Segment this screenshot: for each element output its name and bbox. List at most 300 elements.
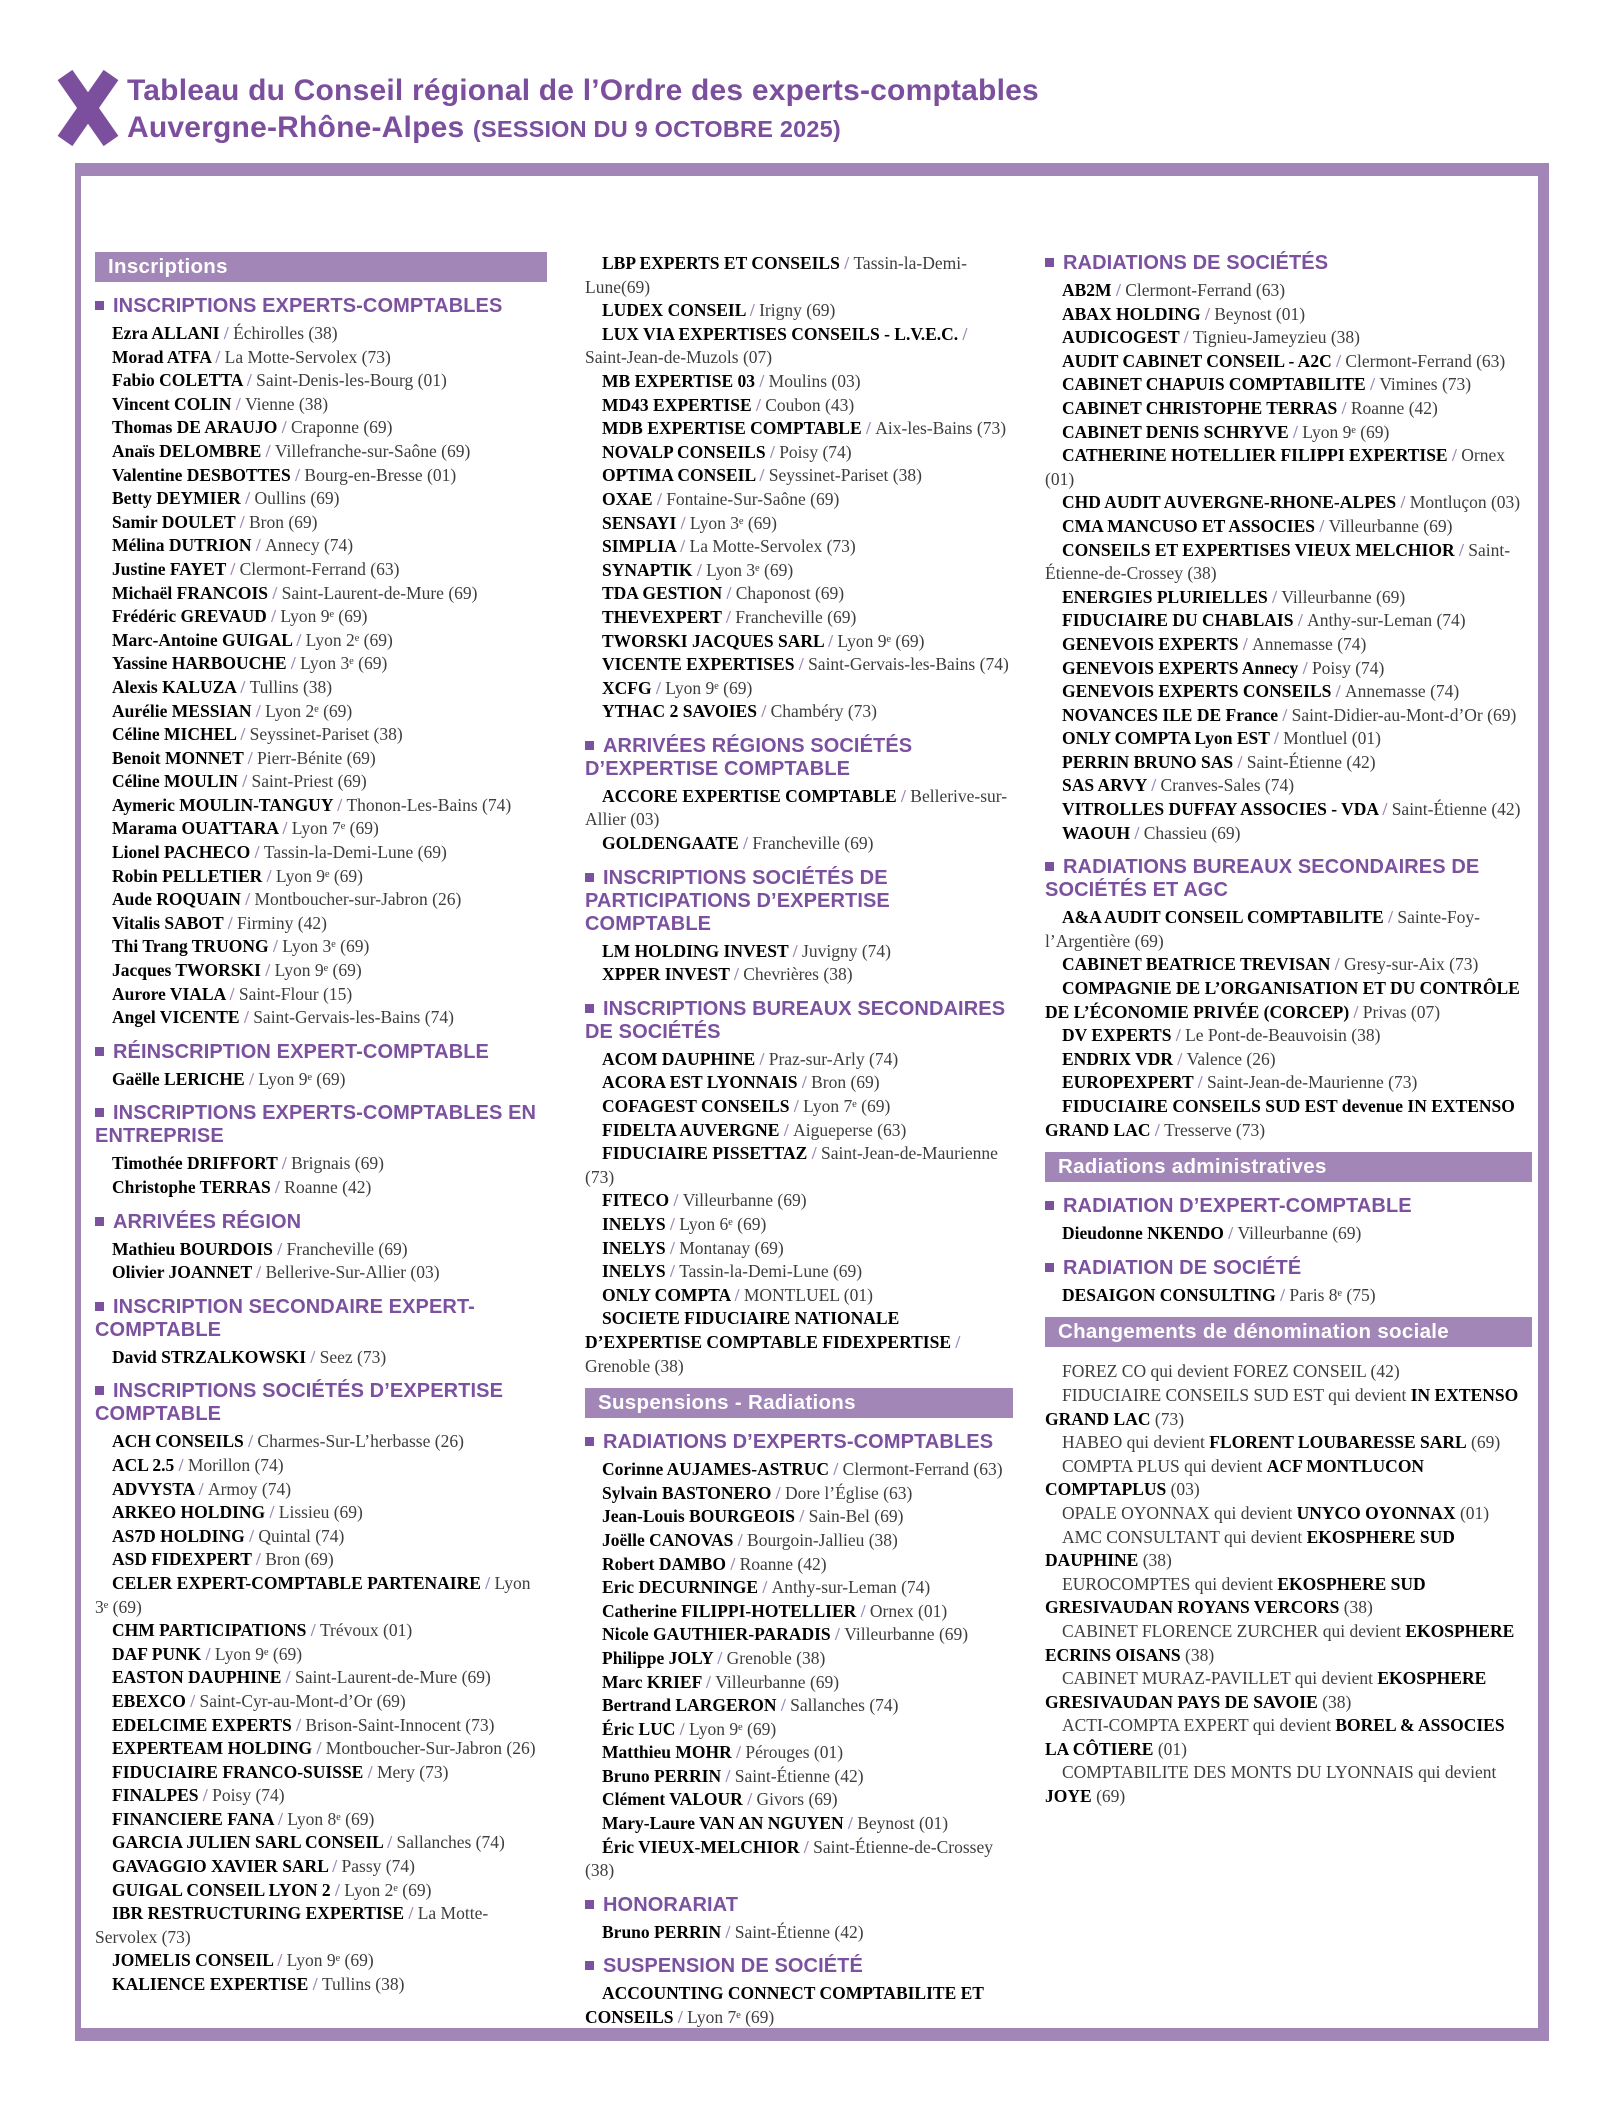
name-change-entry: [1045, 1431, 1532, 1455]
entry-name: ACOM DAUPHINE: [602, 1048, 756, 1069]
slash-separator: /: [277, 1153, 292, 1174]
entry-place: Aigueperse (63): [793, 1119, 907, 1140]
entry-place: Saint-Laurent-de-Mure (69): [295, 1667, 491, 1688]
entry-name: Benoit MONNET: [112, 747, 244, 768]
entry-name: SOCIETE FIDUCIAIRE NATIONALE D’EXPERTISE COMPTABLE FIDEXPERTISE: [585, 1308, 952, 1352]
name-change-entry: [1045, 1455, 1532, 1502]
subsection-heading: RADIATIONS D’EXPERTS-COMPTABLES: [585, 1431, 1013, 1454]
slash-separator: /: [722, 583, 736, 604]
section-bar: Radiations administratives: [1045, 1152, 1532, 1182]
entry-place: Irigny (69): [759, 300, 836, 321]
entry-name: Vitalis SABOT: [112, 912, 224, 933]
entry: [585, 1718, 1013, 1742]
entry-place: Seyssinet-Pariset (38): [768, 465, 922, 486]
entry: [585, 1307, 1013, 1378]
entry-name: CONSEILS ET EXPERTISES VIEUX MELCHIOR: [1062, 539, 1455, 560]
entry-place: Lyon 2ᵉ (69): [305, 629, 393, 650]
subsection-heading: RADIATIONS BUREAUX SECONDAIRES DE SOCIÉTÉS ET AGC: [1045, 856, 1480, 902]
entry-name: COFAGEST CONSEILS: [602, 1096, 790, 1117]
entry-name: GUIGAL CONSEIL LYON 2: [112, 1879, 331, 1900]
slash-separator: /: [765, 441, 780, 462]
slash-separator: /: [235, 511, 249, 532]
entry: [95, 1761, 547, 1785]
entry-place: Bellerive-Sur-Allier (03): [265, 1262, 440, 1283]
dept-code: (01): [1153, 1738, 1187, 1759]
entry: [585, 940, 1013, 964]
entry-place: Villeurbanne (69): [682, 1190, 807, 1211]
entry-name: Aude ROQUAIN: [112, 889, 241, 910]
entry: [585, 1623, 1013, 1647]
entry-place: Saint-Étienne (42): [1391, 799, 1521, 820]
entry-name: NOVALP CONSEILS: [602, 441, 766, 462]
entry-place: Francheville (69): [735, 606, 857, 627]
entry-place: Francheville (69): [286, 1238, 408, 1259]
slash-separator: /: [270, 1177, 285, 1197]
entry-place: Ornex (01): [869, 1600, 948, 1621]
entry-place: Juvigny (74): [802, 940, 891, 961]
entry: [1045, 491, 1532, 515]
entry-place: Tassin-la-Demi-Lune (69): [679, 1261, 863, 1282]
slash-separator: /: [1319, 515, 1329, 536]
dept-code: (38): [1138, 1550, 1172, 1571]
slash-separator: /: [733, 1529, 748, 1550]
entry-place: Clermont-Ferrand (63): [1345, 350, 1506, 371]
entry: [585, 441, 1013, 465]
connector: qui devient: [1190, 1573, 1278, 1594]
entry-name: Aurore VIALA: [112, 983, 226, 1004]
entry: [585, 1921, 1013, 1945]
entry-name: ACCOUNTING CONNECT COMPTABILITE ET CONSEILS: [585, 1983, 984, 2028]
entry: [95, 1478, 547, 1502]
entry-place: Villeurbanne (69): [1281, 586, 1406, 607]
old-name: COMPTABILITE DES MONTS DU LYONNAIS: [1062, 1762, 1414, 1783]
entry: [95, 1879, 547, 1903]
new-name: EKOSPHERE ECRINS OISANS: [1045, 1620, 1515, 1665]
entry: [95, 1831, 547, 1855]
entry: [95, 605, 547, 629]
entry-place: Lyon 7ᵉ (69): [803, 1096, 891, 1117]
slash-separator: /: [292, 629, 306, 650]
slash-separator: /: [1146, 775, 1161, 796]
entry-place: Praz-sur-Arly (74): [768, 1048, 899, 1069]
entry-name: Joëlle CANOVAS: [602, 1529, 734, 1550]
entry: [95, 1784, 547, 1808]
entry-name: Robin PELLETIER: [112, 865, 263, 886]
slash-separator: /: [651, 677, 666, 698]
section-bar: Suspensions - Radiations: [585, 1388, 1013, 1418]
entry-place: Dore l’Église (63): [785, 1482, 913, 1503]
slash-separator: /: [225, 558, 240, 579]
entry: [1045, 727, 1532, 751]
name-change-entry: [1045, 1573, 1532, 1620]
subsection-heading: INSCRIPTION SECONDAIRE EXPERT-COMPTABLE: [95, 1295, 475, 1341]
entry-name: CELER EXPERT-COMPTABLE PARTENAIRE: [112, 1572, 481, 1593]
entry-place: Lyon 2ᵉ (69): [265, 700, 353, 721]
entry-name: ONLY COMPTA: [602, 1284, 731, 1305]
slash-separator: /: [738, 833, 753, 854]
entry: [1045, 279, 1532, 303]
square-bullet-icon: [95, 1108, 104, 1117]
entry-place: Montanay (69): [679, 1237, 784, 1258]
slash-separator: /: [1349, 1001, 1363, 1022]
subsection-heading: INSCRIPTIONS SOCIÉTÉS D’EXPERTISE COMPTABLE: [95, 1380, 504, 1426]
entry: [1045, 1024, 1532, 1048]
x-cross-logo: [57, 68, 119, 153]
entry-name: Marama OUATTARA: [112, 818, 279, 839]
name-change-entry: [1045, 1667, 1532, 1714]
column-2: [585, 252, 1013, 2030]
entry-name: ARKEO HOLDING: [112, 1502, 266, 1523]
entry: [95, 1261, 547, 1285]
entry-name: DAF PUNK: [112, 1643, 202, 1664]
entry-name: MB EXPERTISE 03: [602, 370, 756, 391]
slash-separator: /: [290, 464, 305, 485]
entry-place: Lyon 9ᵉ (69): [1302, 421, 1390, 442]
entry-name: Timothée DRIFFORT: [112, 1153, 278, 1174]
slash-separator: /: [243, 1431, 258, 1452]
old-name: CABINET FLORENCE ZURCHER: [1062, 1620, 1319, 1641]
slash-separator: /: [669, 1190, 683, 1211]
entry: [95, 1068, 547, 1092]
slash-separator: /: [776, 1695, 791, 1716]
slash-separator: /: [745, 300, 760, 321]
entry-place: Lyon 2ᵉ (69): [344, 1879, 432, 1900]
entry-place: Tullins (38): [249, 676, 333, 697]
entry-place: Roanne (42): [1350, 397, 1438, 418]
square-bullet-icon: [585, 741, 594, 750]
entry: [585, 1284, 1013, 1308]
connector: qui devient: [1318, 1620, 1406, 1641]
slash-separator: /: [266, 606, 281, 627]
entry-name: IBR RESTRUCTURING EXPERTISE: [112, 1903, 405, 1924]
entry-place: Montluel (01): [1283, 728, 1381, 749]
square-bullet-icon: [1045, 1263, 1054, 1272]
entry-name: COMPAGNIE DE L’ORGANISATION ET DU CONTRÔLE DE L’ÉCONOMIE PRIVÉE (CORCEP): [1045, 978, 1520, 1022]
slash-separator: /: [652, 488, 667, 509]
entry-name: SENSAYI: [602, 512, 677, 533]
slash-separator: /: [1330, 954, 1345, 975]
entry: [585, 1505, 1013, 1529]
entry-name: Éric VIEUX-MELCHIOR: [602, 1836, 800, 1857]
old-name: EUROCOMPTES: [1062, 1573, 1191, 1594]
slash-separator: /: [721, 1765, 735, 1786]
entry: [1045, 609, 1532, 633]
entry-name: KALIENCE EXPERTISE: [112, 1974, 309, 1995]
entry: [585, 1694, 1013, 1718]
entry: [585, 417, 1013, 441]
region-name: Auvergne-Rhône-Alpes: [127, 111, 465, 144]
entry-name: Jean-Louis BOURGEOIS: [602, 1506, 796, 1527]
entry-name: Dieudonne NKENDO: [1062, 1223, 1224, 1244]
slash-separator: /: [692, 559, 707, 580]
entry: [95, 912, 547, 936]
entry-name: David STRZALKOWSKI: [112, 1346, 307, 1367]
entry: [95, 416, 547, 440]
entry-place: Montboucher-Sur-Jabron (26): [325, 1738, 536, 1759]
slash-separator: /: [272, 1238, 287, 1259]
entry: [95, 1666, 547, 1690]
entry-name: GAVAGGIO XAVIER SARL: [112, 1856, 328, 1877]
entry: [585, 512, 1013, 536]
entry: [585, 1142, 1013, 1189]
column-3: [1045, 252, 1532, 1809]
entry-place: Lyon 9ᵉ (69): [275, 865, 364, 886]
slash-separator: /: [261, 440, 275, 461]
entry: [95, 1737, 547, 1761]
slash-separator: /: [795, 1506, 809, 1527]
entry-place: Grenoble (38): [726, 1647, 826, 1668]
entry-place: Sainte-Foy-l’Argentière (69): [1045, 907, 1480, 951]
subsection-heading: ARRIVÉES RÉGIONS SOCIÉTÉS D’EXPERTISE COMPTABLE: [585, 734, 913, 780]
entry: [585, 535, 1013, 559]
slash-separator: /: [701, 1671, 716, 1692]
new-name: FLORENT LOUBARESSE SARL: [1209, 1432, 1467, 1453]
slash-separator: /: [262, 865, 276, 886]
entry-place: Francheville (69): [752, 833, 874, 854]
entry: [585, 370, 1013, 394]
entry-place: La Motte-Servolex (73): [689, 536, 856, 557]
entry-name: LM HOLDING INVEST: [602, 940, 789, 961]
entry-place: Chaponost (69): [735, 583, 845, 604]
entry: [95, 700, 547, 724]
name-change-entry: [1045, 1360, 1532, 1384]
entry: [1045, 539, 1532, 586]
entry-place: Moulins (03): [768, 370, 861, 391]
entry-place: Saint-Didier-au-Mont-d’Or (69): [1291, 704, 1517, 725]
slash-separator: /: [675, 1718, 690, 1739]
entry: [585, 1119, 1013, 1143]
entry: [585, 1048, 1013, 1072]
slash-separator: /: [240, 889, 255, 910]
entry-name: XCFG: [602, 677, 652, 698]
entry-name: FITECO: [602, 1190, 670, 1211]
slash-separator: /: [198, 1785, 213, 1806]
entry-place: Grenoble (38): [585, 1355, 684, 1376]
entry-place: Saint-Laurent-de-Mure (69): [281, 582, 478, 603]
entry: [95, 322, 547, 346]
entry-name: EUROPEXPERT: [1062, 1072, 1194, 1093]
slash-separator: /: [240, 488, 255, 509]
slash-separator: /: [243, 747, 258, 768]
new-name: JOYE: [1045, 1786, 1092, 1807]
slash-separator: /: [823, 630, 838, 651]
entry-name: FIDUCIAIRE PISSETTAZ: [602, 1143, 808, 1164]
slash-separator: /: [1378, 799, 1392, 820]
section-bar: Changements de dénomination sociale: [1045, 1317, 1532, 1347]
entry-name: MDB EXPERTISE COMPTABLE: [602, 418, 862, 439]
entry: [95, 1238, 547, 1262]
slash-separator: /: [896, 785, 911, 806]
entry-name: GARCIA JULIEN SARL CONSEIL: [112, 1832, 383, 1853]
entry: [95, 511, 547, 535]
entry-place: Bron (69): [811, 1072, 880, 1093]
session-date: (SESSION DU 9 OCTOBRE 2025): [472, 116, 841, 142]
entry: [95, 959, 547, 983]
entry-name: Mathieu BOURDOIS: [112, 1238, 273, 1259]
slash-separator: /: [1365, 374, 1380, 395]
new-name: UNYCO OYONNAX: [1296, 1502, 1456, 1523]
entry-place: Le Pont-de-Beauvoisin (38): [1185, 1025, 1381, 1046]
entry-place: Saint-Flour (15): [238, 983, 353, 1004]
entry: [95, 747, 547, 771]
entry: [1045, 657, 1532, 681]
new-name: EKOSPHERE GRESIVAUDAN PAYS DE SAVOIE: [1045, 1668, 1487, 1712]
entry: [585, 1812, 1013, 1836]
entry-name: CHM PARTICIPATIONS: [112, 1620, 307, 1641]
entry: [585, 1765, 1013, 1789]
entry-name: INELYS: [602, 1237, 666, 1258]
old-name: CABINET MURAZ-PAVILLET: [1062, 1668, 1291, 1689]
entry: [95, 1949, 547, 1973]
old-name: AMC CONSULTANT: [1062, 1526, 1220, 1547]
entry: [95, 369, 547, 393]
connector: qui devient: [1146, 1361, 1234, 1382]
page-title-line2: [127, 109, 1039, 148]
square-bullet-icon: [95, 1302, 104, 1311]
entry-name: Justine FAYET: [112, 558, 226, 579]
entry-name: Sylvain BASTONERO: [602, 1482, 772, 1503]
entry: [95, 534, 547, 558]
new-name: IN EXTENSO GRAND LAC: [1045, 1384, 1519, 1429]
entry-name: ENERGIES PLURIELLES: [1062, 586, 1268, 607]
entry-place: Villeurbanne (69): [1328, 515, 1453, 536]
slash-separator: /: [742, 1789, 757, 1810]
entry-name: Betty DEYMIER: [112, 488, 241, 509]
slash-separator: /: [225, 983, 239, 1004]
slash-separator: /: [194, 1478, 208, 1499]
entry-place: Saint-Jean-de-Muzols (07): [585, 347, 773, 368]
slash-separator: /: [223, 912, 237, 933]
entry-place: Bellerive-sur-Allier (03): [585, 785, 1008, 830]
entry-place: Saint-Gervais-les-Bains (74): [808, 654, 1009, 675]
entry-place: Saint-Jean-de-Maurienne (73): [1206, 1072, 1418, 1093]
slash-separator: /: [239, 1007, 254, 1028]
entry: [585, 323, 1013, 370]
subsection-heading: RADIATIONS DE SOCIÉTÉS: [1045, 252, 1532, 275]
entry: [1045, 906, 1532, 953]
entry-name: A&A AUDIT CONSEIL COMPTABILITE: [1062, 907, 1384, 928]
square-bullet-icon: [95, 1217, 104, 1226]
dept-code: (01): [1455, 1502, 1490, 1523]
entry-place: Roanne (42): [739, 1553, 827, 1574]
entry-place: Sallanches (74): [396, 1832, 505, 1853]
entry-name: Olivier JOANNET: [112, 1262, 252, 1283]
slash-separator: /: [1383, 907, 1398, 928]
entry-place: Chassieu (69): [1143, 822, 1241, 843]
entry: [585, 677, 1013, 701]
entry: [95, 652, 547, 676]
slash-separator: /: [1331, 350, 1346, 371]
entry: [585, 1071, 1013, 1095]
slash-separator: /: [1293, 610, 1308, 631]
slash-separator: /: [219, 323, 234, 343]
entry-place: Givors (69): [756, 1789, 838, 1810]
entry-place: Craponne (69): [290, 417, 393, 438]
old-name: FOREZ CO: [1062, 1361, 1147, 1382]
entry: [95, 1501, 547, 1525]
slash-separator: /: [235, 724, 250, 745]
entry-place: Saint-Étienne (42): [734, 1921, 864, 1942]
dept-code: (69): [1466, 1432, 1501, 1453]
entry: [585, 1458, 1013, 1482]
entry-name: EBEXCO: [112, 1690, 186, 1711]
entry-place: Saint-Priest (69): [251, 771, 367, 792]
slash-separator: /: [730, 1284, 744, 1305]
entry-name: ONLY COMPTA Lyon EST: [1062, 728, 1270, 749]
entry-name: ACL 2.5: [112, 1454, 175, 1475]
entry-name: OPTIMA CONSEIL: [602, 465, 756, 486]
entry: [585, 488, 1013, 512]
slash-separator: /: [725, 1553, 740, 1574]
entry: [95, 629, 547, 653]
slash-separator: /: [673, 2007, 688, 2028]
new-name: EKOSPHERE SUD DAUPHINE: [1045, 1526, 1455, 1571]
entry-name: ASD FIDEXPERT: [112, 1549, 252, 1570]
entry-place: Lyon 9ᵉ (69): [274, 960, 362, 981]
entry-place: Saint-Gervais-les-Bains (74): [253, 1007, 454, 1028]
entry-name: PERRIN BRUNO SAS: [1062, 751, 1234, 772]
entry-place: Montluçon (03): [1409, 492, 1521, 513]
slash-separator: /: [1223, 1223, 1238, 1244]
entry: [585, 1600, 1013, 1624]
entry-name: Mélina DUTRION: [112, 535, 252, 556]
entry-name: MD43 EXPERTISE: [602, 394, 752, 415]
entry-place: Privas (07): [1362, 1001, 1441, 1022]
square-bullet-icon: [95, 1047, 104, 1056]
entry-place: Annemasse (74): [1252, 633, 1367, 654]
page-title-line1: Tableau du Conseil régional de l’Ordre des experts-comptables: [127, 74, 1039, 107]
entry-place: Bron (69): [248, 511, 318, 532]
slash-separator: /: [1331, 681, 1346, 702]
entry-place: Annemasse (74): [1345, 681, 1460, 702]
slash-separator: /: [251, 700, 266, 721]
entry-place: Saint-Étienne (42): [1246, 751, 1376, 772]
slash-separator: /: [797, 1072, 812, 1093]
connector: qui devient: [1323, 1384, 1411, 1405]
slash-separator: /: [251, 535, 266, 556]
entry-name: Corinne AUJAMES-ASTRUC: [602, 1459, 830, 1480]
entry-place: Poisy (74): [1311, 657, 1385, 678]
slash-separator: /: [958, 323, 968, 344]
entry: [95, 464, 547, 488]
entry-place: Brignais (69): [291, 1153, 384, 1174]
entry: [585, 559, 1013, 583]
entry-place: Vienne (38): [245, 393, 329, 414]
dept-code: (38): [1339, 1597, 1373, 1618]
entry-name: CABINET DENIS SCHRYVE: [1062, 421, 1289, 442]
slash-separator: /: [755, 1048, 769, 1069]
entry-place: Villeurbanne (69): [715, 1671, 840, 1692]
entry-place: Poisy (74): [212, 1785, 285, 1806]
entry-name: Éric LUC: [602, 1718, 676, 1739]
entry: [585, 1741, 1013, 1765]
entry: [95, 1430, 547, 1454]
slash-separator: /: [260, 960, 275, 981]
entry-name: Philippe JOLY: [602, 1647, 714, 1668]
square-bullet-icon: [1045, 258, 1054, 267]
entry-name: AB2M: [1062, 280, 1112, 300]
connector: qui devient: [1219, 1526, 1307, 1547]
page-title: [127, 72, 1039, 148]
entry: [95, 841, 547, 865]
slash-separator: /: [332, 794, 347, 815]
entry-name: Thomas DE ARAUJO: [112, 417, 278, 438]
entry: [95, 346, 547, 370]
entry: [95, 770, 547, 794]
entry: [585, 1647, 1013, 1671]
entry-name: Gaëlle LERICHE: [112, 1068, 245, 1089]
square-bullet-icon: [585, 1437, 594, 1446]
